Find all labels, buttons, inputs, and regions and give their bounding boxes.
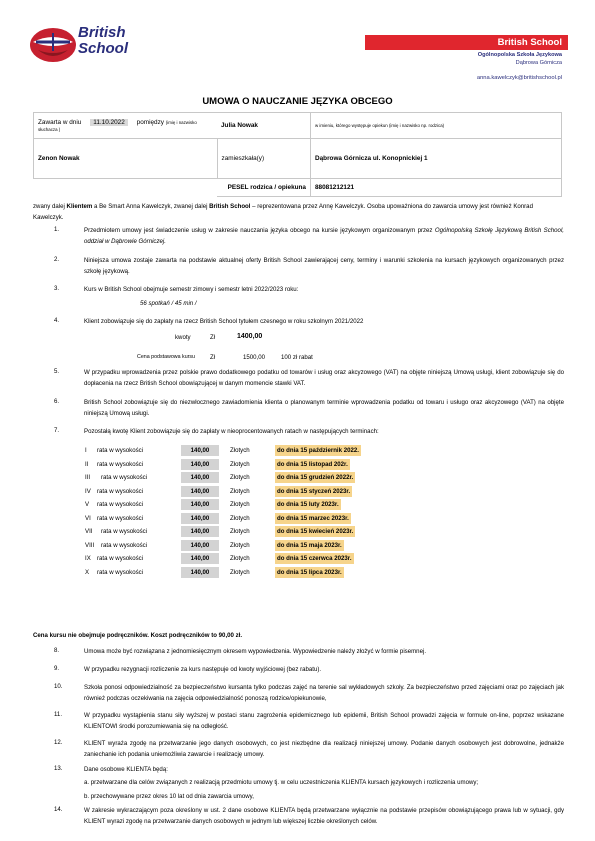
- installment-number: VI: [85, 514, 91, 522]
- guardian-name[interactable]: Zenon Nowak: [34, 139, 218, 179]
- amount-currency: Zł: [210, 334, 216, 341]
- installment-number: V: [85, 501, 90, 508]
- installment-number: IX: [85, 555, 91, 562]
- installment-row: [85, 445, 405, 456]
- installment-number: X: [85, 568, 90, 576]
- installment-amount: 140,00: [181, 472, 219, 483]
- installment-currency: Złotych: [230, 568, 250, 576]
- installment-currency: Złotych: [230, 514, 250, 522]
- concluded-cell: [34, 113, 218, 139]
- installment-amount: 140,00: [181, 526, 219, 537]
- installment-label: rata w wysokości: [97, 487, 144, 495]
- brand-subtitle: [365, 52, 562, 67]
- installment-currency: Złotych: [230, 541, 250, 549]
- amount-value: 1400,00: [237, 333, 263, 340]
- textbook-note: Cena kursu nie obejmuje podręczników. Koszt podręczników to 90,00 zł.: [33, 632, 243, 639]
- installment-row: [85, 486, 405, 497]
- installment-label: rata w wysokości: [97, 514, 144, 522]
- installment-due-date: do dnia 15 listopad 202r.: [277, 460, 348, 468]
- installment-label: rata w wysokości: [97, 555, 144, 562]
- amount-label: kwoty: [175, 334, 191, 341]
- installment-currency: Złotych: [230, 501, 250, 508]
- installment-due-date: do dnia 15 marzec 2023r.: [277, 514, 349, 522]
- contract-form: [33, 112, 562, 197]
- base-price-label: Cena podstawowa kursu: [137, 354, 196, 360]
- installment-label: rata w wysokości: [101, 474, 148, 481]
- installment-due-date: do dnia 15 czerwca 2023r.: [277, 555, 352, 562]
- resident-label: zamieszkała(y): [217, 139, 311, 179]
- installment-label: rata w wysokości: [101, 541, 148, 549]
- installment-currency: Złotych: [230, 528, 250, 535]
- course-detail: 56 spotkań / 45 min /: [140, 300, 197, 307]
- school-city: Dąbrowa Górnicza: [515, 59, 562, 66]
- installment-row: [85, 526, 405, 537]
- installment-label: rata w wysokości: [97, 568, 144, 576]
- installment-row: [85, 513, 405, 524]
- installment-currency: Złotych: [230, 487, 250, 495]
- concluded-label: Zawarta w dniu: [38, 118, 82, 126]
- installment-row: [85, 540, 405, 551]
- installment-due-date: do dnia 15 styczeń 2023r.: [277, 487, 351, 495]
- installment-due-date: do dnia 15 maja 2023r.: [277, 541, 342, 549]
- installment-row: [85, 553, 405, 564]
- logo-text: British School: [78, 24, 129, 57]
- installment-number: IV: [85, 487, 91, 495]
- installment-label: rata w wysokości: [97, 447, 144, 454]
- contract-date[interactable]: 11.10.2022: [90, 119, 128, 126]
- clause-13-b: b. przechowywane przez okres 10 lat od dnia zawarcia umowy,: [84, 793, 254, 800]
- installment-due-date: do dnia 15 lipca 2023r.: [277, 568, 342, 576]
- installment-amount: 140,00: [181, 540, 219, 551]
- address[interactable]: Dąbrowa Górnicza ul. Konopnickiej 1: [311, 139, 562, 179]
- installment-amount: 140,00: [181, 553, 219, 564]
- student-name[interactable]: Julia Nowak: [217, 113, 311, 139]
- discount: 100 zł rabat: [281, 354, 313, 361]
- pesel-value[interactable]: 88081212121: [311, 179, 562, 197]
- clause-13-a: a. przetwarzane dla celów związanych z realizacją przedmiotu umowy tj. w celu uczestniczenia KLIENTA kursach językowych i rozliczenia umowy;: [84, 779, 479, 786]
- installment-currency: Złotych: [230, 555, 250, 562]
- installment-row: [85, 472, 405, 483]
- installment-label: rata w wysokości: [97, 460, 144, 468]
- contact-email[interactable]: anna.kawelczyk@britishschool.pl: [476, 75, 562, 81]
- between-hint: (imię i nazwisko słuchacza ): [38, 119, 197, 132]
- installment-amount: 140,00: [181, 486, 219, 497]
- installment-amount: 140,00: [181, 499, 219, 510]
- between-label: pomiędzy: [136, 118, 164, 126]
- brand-bar: British School: [365, 35, 568, 50]
- installment-due-date: do dnia 15 październik 2022.: [277, 447, 359, 454]
- installment-label: rata w wysokości: [101, 528, 148, 535]
- installment-due-date: do dnia 15 luty 2023r.: [277, 501, 339, 508]
- base-price-value: 1500,00: [243, 354, 266, 361]
- installment-amount: 140,00: [181, 513, 219, 524]
- installment-amount: 140,00: [181, 567, 219, 578]
- base-price-currency: Zł: [210, 354, 216, 361]
- installment-currency: Złotych: [230, 474, 250, 481]
- installment-number: VII: [85, 528, 93, 535]
- installment-number: III: [85, 474, 91, 481]
- installment-currency: Złotych: [230, 447, 250, 454]
- on-behalf-label: w imieniu, którego występuje opiekun (imię i nazwisko np. rodzica): [311, 113, 562, 139]
- installment-label: rata w wysokości: [97, 501, 144, 508]
- installment-currency: Złotych: [230, 460, 250, 468]
- installment-amount: 140,00: [181, 445, 219, 456]
- installment-row: [85, 567, 405, 578]
- installment-number: VIII: [85, 541, 95, 549]
- document-title: UMOWA O NAUCZANIE JĘZYKA OBCEGO: [202, 96, 393, 107]
- installment-number: I: [85, 447, 87, 454]
- installment-row: [85, 459, 405, 470]
- installment-due-date: do dnia 15 grudzień 2022r.: [277, 474, 354, 481]
- installment-amount: 140,00: [181, 459, 219, 470]
- intro-paragraph: zwany dalej Klientem a Be Smart Anna Kawelczyk, zwanej dalej British School – reprezentowana przez Annę Kawelczyk. Osoba upoważniona do zawarcia umowy jest również Konrad Kawelczyk.: [33, 203, 533, 221]
- installment-row: [85, 499, 405, 510]
- installment-number: II: [85, 460, 89, 468]
- school-name: Ogólnopolska Szkoła Językowa: [477, 52, 562, 58]
- pesel-label: PESEL rodzica / opiekuna: [217, 179, 311, 197]
- installment-due-date: do dnia 15 kwiecień 2023r.: [277, 528, 354, 535]
